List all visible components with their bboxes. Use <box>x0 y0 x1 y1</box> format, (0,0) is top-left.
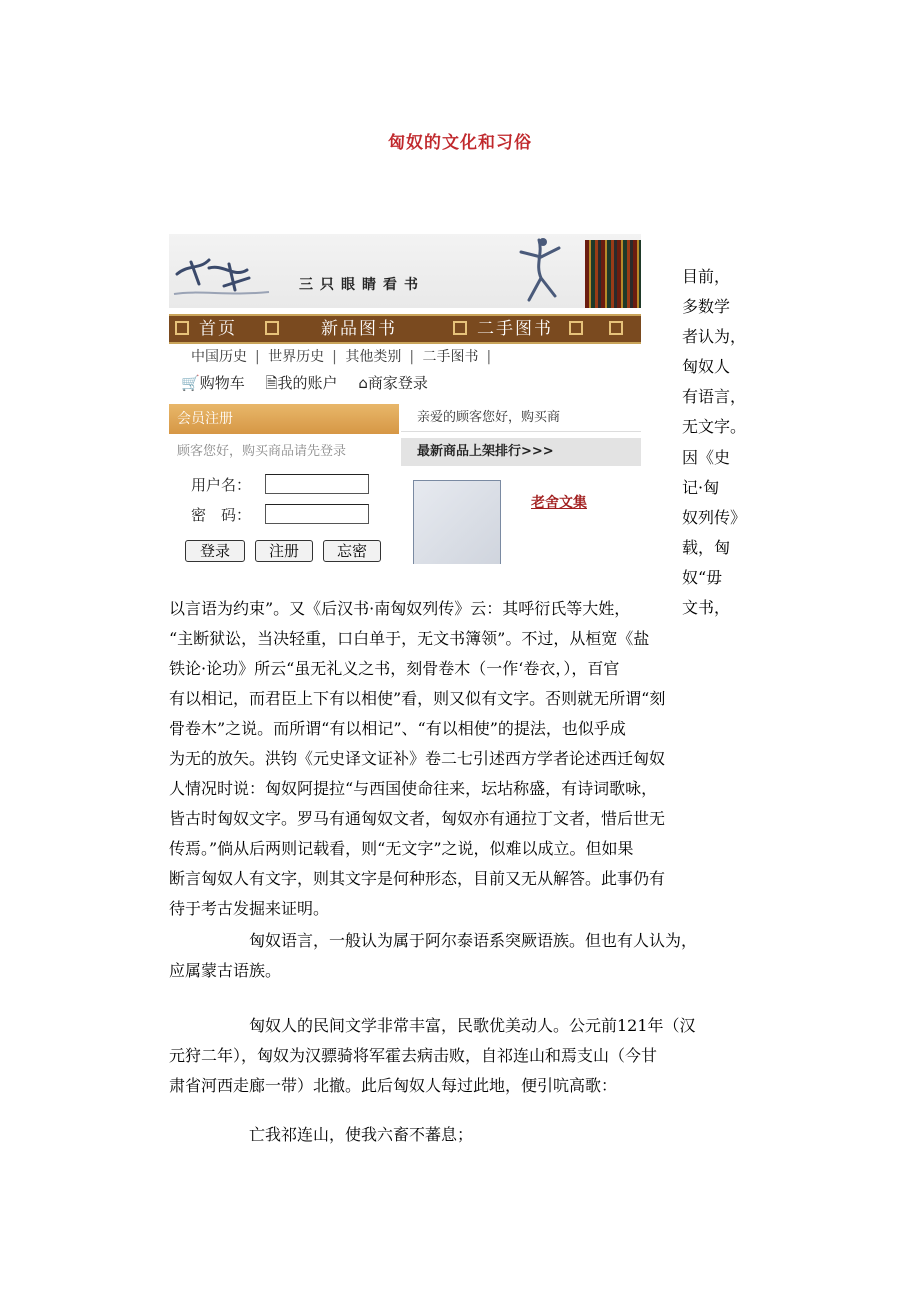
welcome-text: 亲爱的顾客您好，购买商 <box>401 404 641 432</box>
document-title: 匈奴的文化和习俗 <box>388 133 532 153</box>
register-button[interactable]: 注册 <box>255 540 313 562</box>
side-text-column <box>682 262 758 623</box>
password-label: 密 码： <box>191 506 252 524</box>
home-icon: ⌂ <box>358 374 368 392</box>
nav-home[interactable]: 首页 <box>199 319 237 339</box>
side-line: 匈奴人 <box>682 357 731 377</box>
cart-link[interactable] <box>181 374 245 392</box>
nav-ornament-icon <box>609 321 623 335</box>
separator: | <box>486 349 492 365</box>
text-line: 为无的放矢。洪钧《元史译文证补》卷二七引述西方学者论述西迁匈奴 <box>169 749 666 768</box>
login-hint: 顾客您好，购买商品请先登录 <box>177 444 347 459</box>
category-other[interactable]: 其他类别 <box>345 349 402 365</box>
text-line: 有以相记，而君臣上下有以相使”看，则又似有文字。否则就无所谓“刻 <box>169 689 666 708</box>
category-chinese-history[interactable]: 中国历史 <box>191 349 247 365</box>
forgot-password-button[interactable]: 忘密 <box>323 540 381 562</box>
separator: | <box>409 349 415 365</box>
text-line: 匈奴语言，一般认为属于阿尔泰语系突厥语族。但也有人认为， <box>249 931 698 950</box>
paragraph-folk-literature <box>169 1011 764 1101</box>
text-line: 肃省河西走廊一带）北撤。此后匈奴人每过此地，便引吭高歌： <box>169 1076 618 1095</box>
text-line: 人情况时说：匈奴阿提拉“与西国使命往来，坛坫称盛，有诗词歌咏， <box>169 779 658 798</box>
text-line: 待于考古发掘来证明。 <box>169 899 330 918</box>
text-line: 应属蒙古语族。 <box>169 961 282 980</box>
banner <box>169 234 641 308</box>
cart-label: 购物车 <box>199 374 245 392</box>
book-title-link[interactable]: 老舍文集 <box>531 495 587 511</box>
password-input[interactable] <box>265 504 369 524</box>
category-used-books[interactable]: 二手图书 <box>422 349 479 365</box>
text-line: 皆古时匈奴文字。罗马有通匈奴文者，匈奴亦有通拉丁文者，惜后世无 <box>169 809 666 828</box>
banner-title: 三只眼睛看书 <box>299 277 425 293</box>
username-label: 用户名： <box>191 476 252 494</box>
document-icon: 🗎 <box>265 374 278 392</box>
side-line: 者认为， <box>682 327 747 347</box>
account-link[interactable] <box>265 374 337 392</box>
dancer-figure-icon <box>499 234 579 308</box>
cart-icon: 🛒 <box>181 374 200 392</box>
calligraphy-figures-logo <box>169 234 289 308</box>
username-input[interactable] <box>265 474 369 494</box>
side-line: 有语言， <box>682 387 747 407</box>
side-line: 多数学 <box>682 297 731 317</box>
side-line: 奴“毋 <box>682 567 723 587</box>
book-cover-image[interactable] <box>413 480 501 564</box>
account-tools <box>181 372 444 398</box>
side-line: 文书， <box>682 598 731 618</box>
category-world-history[interactable]: 世界历史 <box>268 349 325 365</box>
text-line: 元狩二年），匈奴为汉骠骑将军霍去病击败，自祁连山和焉支山（今甘 <box>169 1046 658 1065</box>
nav-used-books[interactable]: 二手图书 <box>477 319 553 339</box>
text-line: “主断狱讼，当决轻重，口白单于，无文书簿领”。不过，从桓宽《盐 <box>169 629 650 648</box>
text-line: 断言匈奴人有文字，则其文字是何种形态，目前又无从解答。此事仍有 <box>169 869 666 888</box>
separator: | <box>332 349 337 365</box>
main-nav <box>169 314 641 344</box>
category-links <box>191 346 495 366</box>
account-label: 我的账户 <box>277 374 338 392</box>
member-heading: 会员注册 <box>169 404 399 434</box>
text-line: 传焉。”倘从后两则记载看，则“无文字”之说，似难以成立。但如果 <box>169 839 634 858</box>
book-spines-image <box>585 240 641 308</box>
paragraph-language <box>169 926 764 986</box>
nav-new-books[interactable]: 新品图书 <box>321 319 397 339</box>
login-button[interactable]: 登录 <box>185 540 245 562</box>
nav-ornament-icon <box>569 321 583 335</box>
side-line: 奴列传》 <box>682 507 747 527</box>
nav-ornament-icon <box>265 321 279 335</box>
text-line: 骨卷木”之说。而所谓“有以相记”、“有以相使”的提法，也似乎成 <box>169 719 626 738</box>
side-line: 目前， <box>682 267 731 286</box>
paragraph-song <box>169 1120 764 1150</box>
products-panel <box>401 404 641 564</box>
nav-ornament-icon <box>175 321 189 335</box>
separator: | <box>255 349 260 365</box>
latest-products-heading[interactable]: 最新商品上架排行>>> <box>401 438 641 466</box>
side-line: 因《史 <box>682 447 731 467</box>
side-line: 载，匈 <box>682 537 731 557</box>
merchant-login-link[interactable] <box>358 374 428 392</box>
nav-ornament-icon <box>453 321 467 335</box>
text-line: 铁论·论功》所云“虽无礼义之书，刻骨卷木（一作‘卷衣，），百官 <box>169 659 620 678</box>
merchant-login-label: 商家登录 <box>367 374 428 392</box>
side-line: 记·匈 <box>682 477 720 497</box>
paragraph-writing <box>169 594 764 924</box>
bookstore-screenshot-image <box>169 234 641 564</box>
side-line: 无文字。 <box>682 417 747 437</box>
text-line: 亡我祁连山，使我六畜不蕃息； <box>249 1125 474 1144</box>
text-line: 以言语为约束”。又《后汉书·南匈奴列传》云：其呼衍氏等大姓， <box>169 599 631 618</box>
text-line: 匈奴人的民间文学非常丰富，民歌优美动人。公元前121年（汉 <box>249 1016 696 1035</box>
